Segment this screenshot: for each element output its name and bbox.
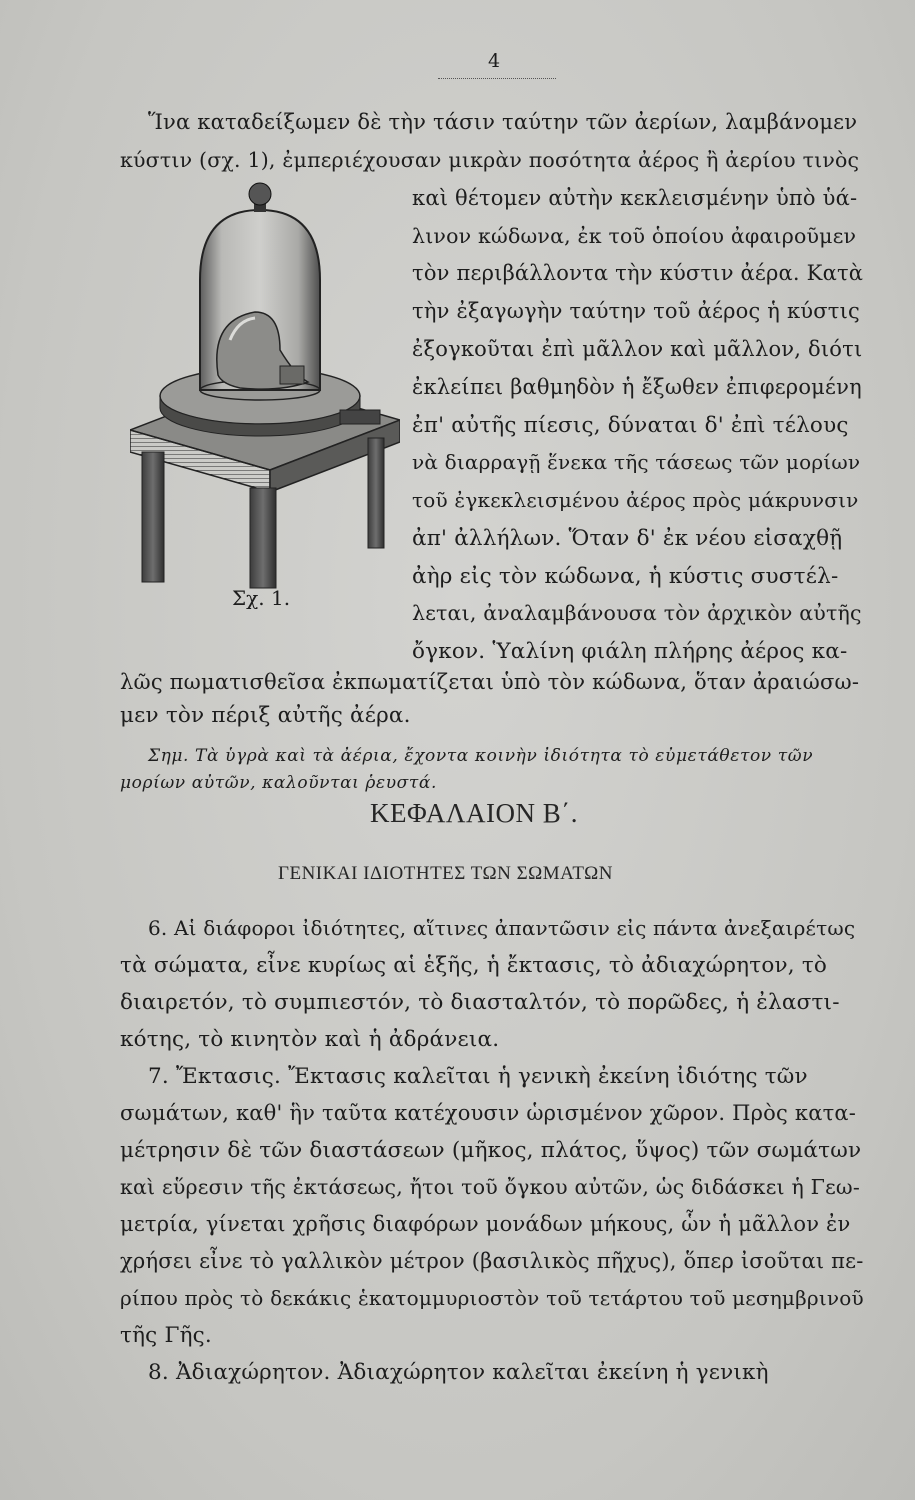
text-line: 6. Αἱ διάφοροι ἰδιότητες, αἵτινες ἀπαντῶσιν εἰς πάντα ἀνεξαιρέτως — [148, 916, 856, 940]
text-line: κότης, τὸ κινητὸν καὶ ἡ ἀδράνεια. — [120, 1027, 500, 1052]
text-line: νὰ διαρραγῇ ἕνεκα τῆς τάσεως τῶν μορίων — [412, 450, 861, 474]
page-number-rule — [438, 78, 556, 79]
text-line: τῆς Γῆς. — [120, 1323, 212, 1348]
text-line: ἀπ' ἀλλήλων. Ὅταν δ' ἐκ νέου εἰσαχθῇ — [412, 526, 843, 551]
note-line: Σημ. Τὰ ὑγρὰ καὶ τὰ ἀέρια, ἔχοντα κοινὴν ἰδιότητα τὸ εὐμετάθετον τῶν — [148, 746, 814, 766]
figure-caption: Σχ. 1. — [232, 586, 291, 610]
text-line: ἀὴρ εἰς τὸν κώδωνα, ἡ κύστις συστέλ- — [412, 564, 839, 589]
text-line: σωμάτων, καθ' ἣν ταῦτα κατέχουσιν ὡρισμένον χῶρον. Πρὸς κατα- — [120, 1101, 857, 1125]
text-line: μετρία, γίνεται χρῆσις διαφόρων μονάδων μήκους, ὧν ἡ μᾶλλον ἐν — [120, 1212, 851, 1236]
text-line: ἐκλείπει βαθμηδὸν ἡ ἔξωθεν ἐπιφερομένη — [412, 375, 862, 399]
text-line: 7. Ἔκτασις. Ἔκτασις καλεῖται ἡ γενικὴ ἐκείνη ἰδιότης τῶν — [148, 1064, 808, 1089]
text-line: Ἵνα καταδείξωμεν δὲ τὴν τάσιν ταύτην τῶν ἀερίων, λαμβάνομεν — [148, 110, 858, 134]
text-line: λινον κώδωνα, ἐκ τοῦ ὁποίου ἀφαιροῦμεν — [412, 224, 857, 248]
text-line: λεται, ἀναλαμβάνουσα τὸν ἀρχικὸν αὐτῆς — [412, 601, 862, 625]
text-line: καὶ εὕρεσιν τῆς ἐκτάσεως, ἤτοι τοῦ ὄγκου αὐτῶν, ὡς διδάσκει ἡ Γεω- — [120, 1175, 860, 1199]
chapter-title: ΚΕΦΑΛΑΙΟΝ Β΄. — [370, 798, 578, 828]
text-line: ρίπου πρὸς τὸ δεκάκις ἑκατομμυριοστὸν τοῦ τετάρτου τοῦ μεσημβρινοῦ — [120, 1286, 864, 1310]
text-line: μεν τὸν πέριξ αὐτῆς ἀέρα. — [120, 703, 411, 728]
text-line: χρήσει εἶνε τὸ γαλλικὸν μέτρον (βασιλικὸς πῆχυς), ὅπερ ἰσοῦται πε- — [120, 1249, 864, 1273]
text-line: ὄγκον. Ὑαλίνη φιάλη πλήρης ἀέρος κα- — [412, 639, 848, 664]
text-line: λῶς πωματισθεῖσα ἐκπωματίζεται ὑπὸ τὸν κώδωνα, ὅταν ἀραιώσω- — [120, 670, 860, 694]
text-line: τοῦ ἐγκεκλεισμένου ἀέρος πρὸς μάκρυνσιν — [412, 488, 859, 512]
text-line: διαιρετόν, τὸ συμπιεστόν, τὸ διασταλτόν, τὸ πορῶδες, ἡ ἐλαστι- — [120, 990, 840, 1015]
text-line: 8. Ἀδιαχώρητον. Ἀδιαχώρητον καλεῖται ἐκείνη ἡ γενικὴ — [148, 1360, 769, 1385]
text-line: ἐπ' αὐτῆς πίεσις, δύναται δ' ἐπὶ τέλους — [412, 413, 849, 438]
text-line: ἐξογκοῦται ἐπὶ μᾶλλον καὶ μᾶλλον, διότι — [412, 337, 863, 361]
text-line: τὸν περιβάλλοντα τὴν κύστιν ἀέρα. Κατὰ — [412, 261, 864, 285]
text-line: καὶ θέτομεν αὐτὴν κεκλεισμένην ὑπὸ ὑά- — [412, 186, 858, 210]
chapter-subtitle: ΓΕΝΙΚΑΙ ΙΔΙΟΤΗΤΕΣ ΤΩΝ ΣΩΜΑΤΩΝ — [278, 863, 613, 884]
text-line: μέτρησιν δὲ τῶν διαστάσεων (μῆκος, πλάτος, ὕψος) τῶν σωμάτων — [120, 1138, 862, 1163]
page-number: 4 — [488, 50, 501, 72]
text-line: τὴν ἐξαγωγὴν ταύτην τοῦ ἀέρος ἡ κύστις — [412, 299, 860, 323]
text-line: κύστιν (σχ. 1), ἐμπεριέχουσαν μικρὰν ποσότητα ἀέρος ἢ ἀερίου τινὸς — [120, 148, 860, 172]
text-line: τὰ σώματα, εἶνε κυρίως αἱ ἑξῆς, ἡ ἔκτασις, τὸ ἀδιαχώρητον, τὸ — [120, 953, 828, 978]
bell-jar-figure — [130, 170, 400, 590]
bell-jar-illustration — [130, 170, 400, 590]
note-line: μορίων αὐτῶν, καλοῦνται ῥευστά. — [120, 773, 437, 793]
